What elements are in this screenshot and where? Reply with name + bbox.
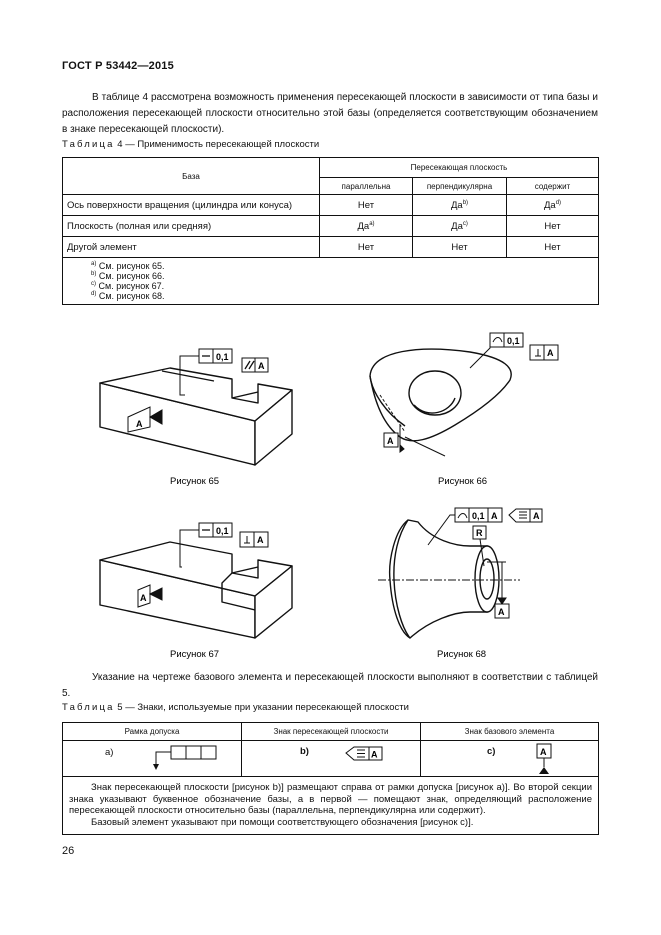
figure-65-caption: Рисунок 65 <box>170 476 220 487</box>
footnote <box>91 281 598 291</box>
figure-66-drawing <box>370 349 511 441</box>
datum-sign-letter: A <box>540 747 547 757</box>
figure-68-datum-a: A <box>491 511 498 521</box>
table5-header-datum-sign: Знак базового элемента <box>421 723 599 741</box>
figure-66-tol-value: 0,1 <box>507 336 520 346</box>
table4-cell <box>413 216 507 237</box>
figure-67-tol-value: 0,1 <box>216 526 229 536</box>
table5-cell-plane-sign <box>242 741 421 777</box>
table4-cell: Нет <box>320 195 413 216</box>
intro-paragraph: В таблице 4 рассмотрена возможность применения пересекающей плоскости в зависимости от типа базы и расположения пересекающей плоскости относительно этой базы (определяется соответствующим обозначением в знаке пересекающей плоскости). <box>62 92 598 135</box>
footnote-text: См. рисунок 66. <box>98 271 165 281</box>
footnote <box>91 261 598 271</box>
footnote-ref: d) <box>555 199 562 206</box>
footnote-text: См. рисунок 67. <box>98 281 165 291</box>
figure-65-datum: A <box>258 361 265 371</box>
document-header: ГОСТ Р 53442—2015 <box>62 60 174 72</box>
figure-65-datum-marker: A <box>136 419 143 429</box>
table4-cell: Нет <box>320 237 413 258</box>
footnote-ref: c) <box>462 220 468 227</box>
table4-caption-label: Таблица <box>62 139 115 150</box>
table5 <box>62 722 599 835</box>
footnote-text: См. рисунок 68. <box>98 291 165 301</box>
marker-b: b) <box>300 746 309 757</box>
page-number: 26 <box>62 845 75 857</box>
footnote-mark: b) <box>91 271 97 277</box>
footnote <box>91 291 598 301</box>
marker-a: a) <box>105 747 114 758</box>
figure-66-datum: A <box>547 348 554 358</box>
figure-68-radius: R <box>476 528 483 538</box>
table4-subheader-parallel: параллельна <box>320 178 413 195</box>
table4-cell-value: Да <box>451 220 463 232</box>
table4 <box>62 157 599 305</box>
table5-cell-datum-sign <box>421 741 599 777</box>
figure-67-datum: A <box>257 535 264 545</box>
table4-caption-text: 4 — Применимость пересекающей плоскости <box>117 139 320 150</box>
table5-cell-frame <box>63 741 242 777</box>
table4-cell <box>507 195 599 216</box>
table4-subheader-perpendicular: перпендикулярна <box>413 178 507 195</box>
table5-caption-text: 5 — Знаки, используемые при указании пересекающей плоскости <box>117 702 409 713</box>
note-paragraph-1: Знак пересекающей плоскости [рисунок b)] размещают справа от рамки допуска [рисунок a)]. Во второй секции знака указывают буквенное обозначение базы, а в первой — помещают знак, определяющий расположение пересекающей плоскости относительно базы (параллельна, перпендикулярна или содержит). <box>69 782 592 816</box>
figure-68-datum-marker: A <box>498 607 505 617</box>
figure-68-caption: Рисунок 68 <box>437 649 487 660</box>
figure-66-caption: Рисунок 66 <box>438 476 488 487</box>
table5-caption <box>62 702 409 713</box>
table4-cell: Нет <box>507 216 599 237</box>
table5-header-plane-sign: Знак пересекающей плоскости <box>242 723 421 741</box>
tolerance-frame-symbol <box>143 743 223 773</box>
body-paragraph-2: Указание на чертеже базового элемента и пересекающей плоскости выполняют в соответствии с таблицей 5. <box>62 672 598 699</box>
table-row <box>63 195 599 216</box>
plane-sign-datum: A <box>371 749 378 760</box>
table-row <box>63 237 599 258</box>
table4-caption <box>62 139 319 150</box>
footnote-text: См. рисунок 65. <box>98 261 165 271</box>
table4-row-label: Другой элемент <box>63 237 320 258</box>
footnote <box>91 271 598 281</box>
figure-68-tol-value: 0,1 <box>472 511 485 521</box>
marker-c: c) <box>487 746 496 757</box>
table4-footnotes <box>63 258 599 305</box>
footnote-ref: b) <box>462 199 469 206</box>
datum-feature-symbol <box>531 743 561 777</box>
intersection-plane-symbol <box>344 745 404 765</box>
table4-row-label: Плоскость (полная или средняя) <box>63 216 320 237</box>
table4-subheader-contains: содержит <box>507 178 599 195</box>
figure-66-datum-marker: A <box>387 436 394 446</box>
table5-note <box>63 777 599 835</box>
table4-cell-value: Да <box>543 199 556 211</box>
table4-header-group: Пересекающая плоскость <box>320 158 599 178</box>
table5-header-frame: Рамка допуска <box>63 723 242 741</box>
table4-cell: Нет <box>413 237 507 258</box>
footnote-mark: c) <box>91 281 96 287</box>
figure-67-drawing <box>100 542 292 638</box>
table4-cell: Нет <box>507 237 599 258</box>
table4-cell <box>320 216 413 237</box>
note-paragraph-2: Базовый элемент указывают при помощи соответствующего обозначения [рисунок c)]. <box>91 816 474 828</box>
figure-68-datum-b: A <box>533 511 540 521</box>
footnote-mark: d) <box>91 291 97 297</box>
figures-area <box>0 320 661 665</box>
figure-65-tol-value: 0,1 <box>216 352 229 362</box>
table-row <box>63 216 599 237</box>
table4-cell-value: Да <box>357 220 370 232</box>
footnote-mark: a) <box>91 261 97 267</box>
footnote-ref: a) <box>369 220 375 227</box>
table4-row-label: Ось поверхности вращения (цилиндра или конуса) <box>63 195 320 216</box>
table4-cell-value: Да <box>450 199 463 211</box>
table4-cell <box>413 195 507 216</box>
table4-header-base: База <box>63 158 320 195</box>
figure-67-caption: Рисунок 67 <box>170 649 220 660</box>
table5-caption-label: Таблица <box>62 702 115 713</box>
figure-67-datum-marker: A <box>140 593 147 603</box>
